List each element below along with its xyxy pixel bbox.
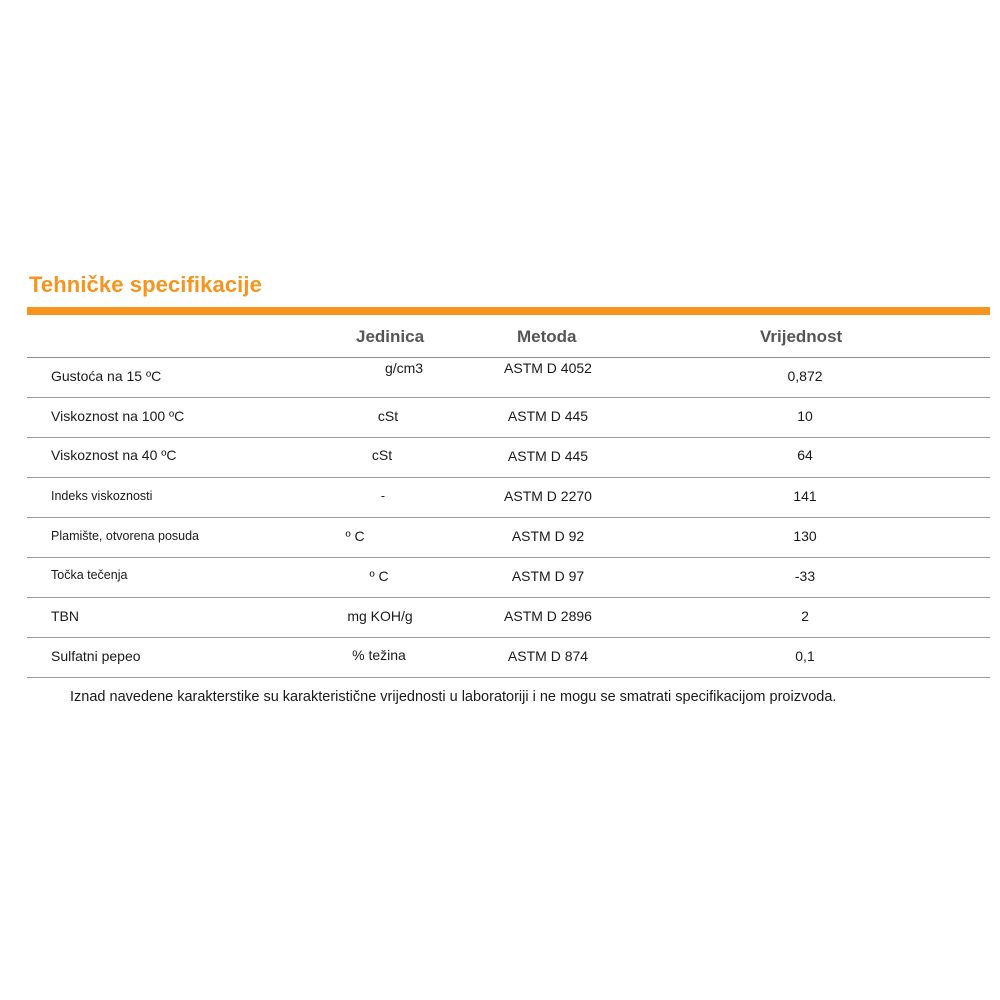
property-name: Gustoća na 15 ºC [51, 368, 162, 384]
property-unit: g/cm3 [384, 360, 424, 376]
property-unit: % težina [352, 647, 406, 663]
property-unit: cSt [371, 447, 393, 463]
property-value: 10 [797, 408, 813, 424]
property-method: ASTM D 4052 [504, 360, 592, 376]
property-method: ASTM D 2896 [504, 608, 592, 624]
column-header-unit: Jedinica [356, 327, 425, 346]
property-method: ASTM D 97 [511, 568, 585, 584]
property-value: -33 [794, 568, 816, 584]
table-row [27, 598, 990, 638]
property-unit: º C [345, 528, 365, 544]
property-value: 2 [801, 608, 809, 624]
table-row [27, 438, 990, 478]
property-name: Viskoznost na 100 ºC [51, 408, 185, 424]
property-name: Točka tečenja [51, 568, 128, 582]
property-name: Viskoznost na 40 ºC [51, 447, 177, 463]
property-method: ASTM D 92 [511, 528, 585, 544]
property-unit: - [380, 489, 386, 503]
property-name: Indeks viskoznosti [51, 489, 153, 503]
section-title: Tehničke specifikacije [29, 272, 262, 297]
property-unit: º C [369, 568, 389, 584]
table-header [27, 315, 990, 358]
property-unit: cSt [377, 408, 399, 424]
property-method: ASTM D 2270 [504, 488, 592, 504]
property-name: Sulfatni pepeo [51, 648, 141, 664]
property-name: TBN [51, 608, 79, 624]
property-value: 141 [793, 488, 817, 504]
property-value: 130 [793, 528, 817, 544]
property-name: Plamište, otvorena posuda [51, 529, 200, 543]
table-row [27, 638, 990, 678]
property-value: 0,872 [787, 368, 823, 384]
spec-table-body [27, 358, 990, 678]
property-value: 0,1 [795, 648, 815, 664]
property-method: ASTM D 445 [507, 408, 589, 424]
table-row [27, 358, 990, 398]
property-value: 64 [797, 447, 813, 463]
table-row [27, 558, 990, 598]
accent-divider [27, 307, 990, 315]
property-method: ASTM D 874 [507, 648, 589, 664]
table-row [27, 398, 990, 438]
table-row [27, 478, 990, 518]
property-method: ASTM D 445 [507, 448, 589, 464]
table-row [27, 518, 990, 558]
column-header-method: Metoda [517, 327, 577, 346]
disclaimer-note: Iznad navedene karakterstike su karakteristične vrijednosti u laboratoriji i ne mogu se smatrati specifikacijom proizvoda. [70, 689, 837, 705]
property-unit: mg KOH/g [347, 608, 413, 624]
column-header-value: Vrijednost [760, 327, 843, 346]
